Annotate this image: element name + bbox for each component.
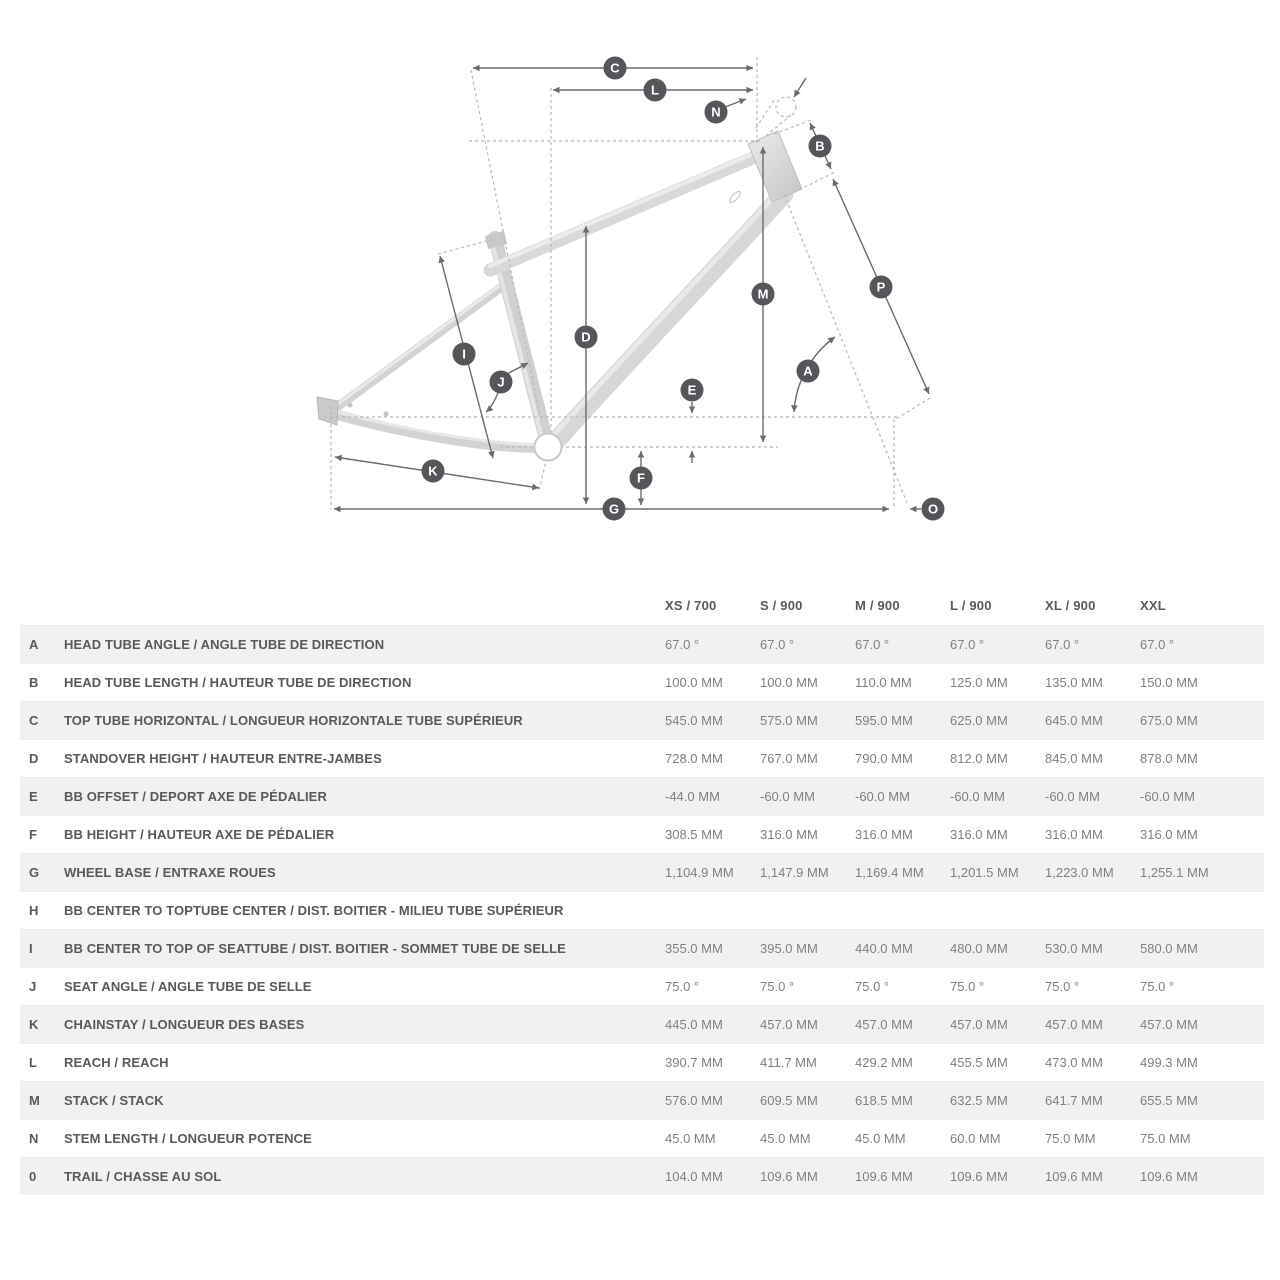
row-value: 45.0 MM: [760, 1131, 811, 1146]
row-value: 530.0 MM: [1045, 941, 1103, 956]
row-label: BB CENTER TO TOPTUBE CENTER / DIST. BOITIER - MILIEU TUBE SUPÉRIEUR: [64, 903, 564, 918]
row-value: 429.2 MM: [855, 1055, 913, 1070]
row-value: 109.6 MM: [950, 1169, 1008, 1184]
row-value: 576.0 MM: [665, 1093, 723, 1108]
row-value: -60.0 MM: [1140, 789, 1195, 804]
row-letter: L: [29, 1055, 37, 1070]
row-value: 618.5 MM: [855, 1093, 913, 1108]
row-label: STANDOVER HEIGHT / HAUTEUR ENTRE-JAMBES: [64, 751, 382, 766]
row-letter: F: [29, 827, 37, 842]
row-value: 125.0 MM: [950, 675, 1008, 690]
marker-B: [809, 135, 832, 158]
frame-fender-boss: [384, 412, 389, 417]
row-letter: B: [29, 675, 39, 690]
row-letter: M: [29, 1093, 40, 1108]
row-value: 135.0 MM: [1045, 675, 1103, 690]
marker-O: [922, 498, 945, 521]
row-value: 75.0 MM: [1140, 1131, 1191, 1146]
row-value: 316.0 MM: [1045, 827, 1103, 842]
marker-letter: P: [876, 279, 886, 295]
marker-letter: F: [637, 470, 645, 486]
row-value: 1,104.9 MM: [665, 865, 734, 880]
row-value: 67.0 °: [1045, 637, 1080, 652]
geometry-rows: [20, 625, 1264, 1195]
row-letter: K: [29, 1017, 39, 1032]
frame-rack-boss: [348, 403, 353, 408]
marker-letter: K: [428, 463, 438, 479]
table-row-0: [20, 1157, 1264, 1195]
row-value: 645.0 MM: [1045, 713, 1103, 728]
row-value: 67.0 °: [665, 637, 700, 652]
row-value: 411.7 MM: [760, 1055, 817, 1070]
row-label: WHEEL BASE / ENTRAXE ROUES: [64, 865, 276, 880]
marker-F: [630, 467, 653, 490]
marker-letter: O: [927, 501, 939, 517]
row-value: 480.0 MM: [950, 941, 1008, 956]
row-value: 1,255.1 MM: [1140, 865, 1209, 880]
row-value: 67.0 °: [760, 637, 795, 652]
row-value: 445.0 MM: [665, 1017, 723, 1032]
marker-G: [603, 498, 626, 521]
marker-letter: M: [757, 286, 769, 302]
marker-I: [453, 343, 476, 366]
row-value: 75.0 °: [1140, 979, 1175, 994]
row-value: 878.0 MM: [1140, 751, 1198, 766]
row-value: 100.0 MM: [760, 675, 818, 690]
table-row-N: [20, 1119, 1264, 1157]
row-letter: A: [29, 637, 39, 652]
marker-N: [705, 101, 728, 124]
row-value: 316.0 MM: [1140, 827, 1198, 842]
row-value: -60.0 MM: [855, 789, 910, 804]
table-row-B: [20, 663, 1264, 701]
row-letter: H: [29, 903, 39, 918]
frame-head-tube: [748, 131, 802, 202]
row-value: 75.0 °: [1045, 979, 1080, 994]
row-value: 632.5 MM: [950, 1093, 1008, 1108]
row-value: 455.5 MM: [950, 1055, 1008, 1070]
row-value: 499.3 MM: [1140, 1055, 1198, 1070]
row-value: 457.0 MM: [1045, 1017, 1103, 1032]
size-header-5: XXL: [1140, 598, 1166, 613]
row-value: 641.7 MM: [1045, 1093, 1103, 1108]
row-value: 767.0 MM: [760, 751, 818, 766]
marker-letter: D: [581, 329, 591, 345]
row-letter: 0: [29, 1169, 37, 1184]
fork-length-tick: [896, 398, 930, 419]
seat-axis-extension: [471, 70, 540, 417]
row-value: -60.0 MM: [950, 789, 1005, 804]
row-value: 67.0 °: [1140, 637, 1175, 652]
marker-letter: I: [462, 346, 466, 362]
row-value: 595.0 MM: [855, 713, 913, 728]
size-header-1: S / 900: [760, 598, 803, 613]
table-row-E: [20, 777, 1264, 815]
size-header-0: XS / 700: [665, 598, 717, 613]
head-tube-top-tick: [774, 120, 811, 134]
row-value: 580.0 MM: [1140, 941, 1198, 956]
table-row-I: [20, 929, 1264, 967]
row-value: 545.0 MM: [665, 713, 723, 728]
row-value: 575.0 MM: [760, 713, 818, 728]
frame-cable-port: [728, 190, 742, 204]
row-value: 728.0 MM: [665, 751, 723, 766]
row-value: 812.0 MM: [950, 751, 1008, 766]
table-row-C: [20, 701, 1264, 739]
size-header-row: [20, 586, 1264, 625]
row-value: 355.0 MM: [665, 941, 723, 956]
table-row-A: [20, 625, 1264, 663]
row-label: SEAT ANGLE / ANGLE TUBE DE SELLE: [64, 979, 312, 994]
row-value: 457.0 MM: [950, 1017, 1008, 1032]
row-value: 75.0 °: [855, 979, 890, 994]
row-value: 150.0 MM: [1140, 675, 1198, 690]
row-letter: N: [29, 1131, 39, 1146]
construction-lines: [324, 57, 930, 509]
marker-letter: C: [610, 60, 620, 76]
row-value: 675.0 MM: [1140, 713, 1198, 728]
row-value: 75.0 °: [950, 979, 985, 994]
row-letter: G: [29, 865, 40, 880]
row-value: 109.6 MM: [1140, 1169, 1198, 1184]
frame-bottom-bracket: [535, 434, 562, 461]
marker-L: [644, 79, 667, 102]
marker-K: [422, 460, 445, 483]
row-value: 75.0 °: [665, 979, 700, 994]
marker-letter: E: [687, 382, 697, 398]
table-row-J: [20, 967, 1264, 1005]
row-value: 1,169.4 MM: [855, 865, 924, 880]
row-label: STEM LENGTH / LONGUEUR POTENCE: [64, 1131, 312, 1146]
table-row-L: [20, 1043, 1264, 1081]
row-value: 625.0 MM: [950, 713, 1008, 728]
row-value: 308.5 MM: [665, 827, 723, 842]
row-label: TOP TUBE HORIZONTAL / LONGUEUR HORIZONTALE TUBE SUPÉRIEUR: [64, 713, 523, 728]
row-label: TRAIL / CHASSE AU SOL: [64, 1169, 222, 1184]
row-value: 45.0 MM: [855, 1131, 906, 1146]
row-value: -60.0 MM: [760, 789, 815, 804]
table-row-M: [20, 1081, 1264, 1119]
row-letter: J: [29, 979, 37, 994]
row-value: 104.0 MM: [665, 1169, 723, 1184]
row-value: 75.0 MM: [1045, 1131, 1096, 1146]
frame-seat-stay: [336, 286, 503, 408]
row-value: 1,201.5 MM: [950, 865, 1019, 880]
row-value: 395.0 MM: [760, 941, 818, 956]
frame-seat-stay-highlight: [338, 283, 503, 404]
row-value: 67.0 °: [855, 637, 890, 652]
row-value: 316.0 MM: [760, 827, 818, 842]
dimension-lines: [334, 68, 929, 509]
marker-letter: A: [803, 363, 813, 379]
row-value: 100.0 MM: [665, 675, 723, 690]
row-value: 390.7 MM: [665, 1055, 723, 1070]
row-value: 45.0 MM: [665, 1131, 716, 1146]
stem-outline-upper: [756, 99, 775, 128]
row-value: 655.5 MM: [1140, 1093, 1198, 1108]
size-header-3: L / 900: [950, 598, 992, 613]
row-value: 109.6 MM: [760, 1169, 818, 1184]
row-value: 440.0 MM: [855, 941, 913, 956]
seattube-top-tick: [438, 239, 494, 254]
size-header-4: XL / 900: [1045, 598, 1096, 613]
marker-M: [752, 283, 775, 306]
table-row-K: [20, 1005, 1264, 1043]
frame-rear-dropout: [317, 397, 338, 425]
frame-tubes: [317, 131, 802, 448]
table-row-D: [20, 739, 1264, 777]
row-label: BB HEIGHT / HAUTEUR AXE DE PÉDALIER: [64, 827, 335, 842]
handlebar-circle: [776, 97, 796, 117]
row-value: 609.5 MM: [760, 1093, 818, 1108]
row-value: 1,223.0 MM: [1045, 865, 1114, 880]
row-label: STACK / STACK: [64, 1093, 164, 1108]
marker-letter: B: [815, 138, 825, 154]
row-label: HEAD TUBE ANGLE / ANGLE TUBE DE DIRECTION: [64, 637, 385, 652]
row-letter: C: [29, 713, 39, 728]
row-letter: I: [29, 941, 33, 956]
row-value: 316.0 MM: [950, 827, 1008, 842]
row-value: 316.0 MM: [855, 827, 913, 842]
row-value: 109.6 MM: [1045, 1169, 1103, 1184]
row-label: HEAD TUBE LENGTH / HAUTEUR TUBE DE DIRECTION: [64, 675, 412, 690]
marker-C: [604, 57, 627, 80]
row-value: 457.0 MM: [855, 1017, 913, 1032]
marker-D: [575, 326, 598, 349]
row-value: 110.0 MM: [855, 675, 912, 690]
row-value: 1,147.9 MM: [760, 865, 829, 880]
marker-A: [797, 360, 820, 383]
row-value: 67.0 °: [950, 637, 985, 652]
marker-P: [870, 276, 893, 299]
marker-letter: G: [608, 501, 620, 517]
row-value: 457.0 MM: [760, 1017, 818, 1032]
marker-letter: N: [711, 104, 721, 120]
table-row-G: [20, 853, 1264, 891]
marker-E: [681, 379, 704, 402]
bike-geometry-diagram: [0, 0, 1280, 560]
table-row-H: [20, 891, 1264, 929]
head-tube-bottom-tick: [799, 172, 835, 190]
steering-axis: [784, 194, 907, 503]
dim-stem-pointer: [794, 78, 806, 97]
marker-letter: J: [497, 374, 505, 390]
size-header-2: M / 900: [855, 598, 900, 613]
dim-N-stem-arrow: [725, 99, 746, 107]
row-label: BB OFFSET / DEPORT AXE DE PÉDALIER: [64, 789, 327, 804]
marker-J: [490, 371, 513, 394]
table-row-F: [20, 815, 1264, 853]
row-value: -44.0 MM: [665, 789, 720, 804]
row-value: 75.0 °: [760, 979, 795, 994]
row-value: 457.0 MM: [1140, 1017, 1198, 1032]
row-label: CHAINSTAY / LONGUEUR DES BASES: [64, 1017, 305, 1032]
row-value: 845.0 MM: [1045, 751, 1103, 766]
dim-J-arc: [486, 393, 498, 412]
row-value: 109.6 MM: [855, 1169, 913, 1184]
row-value: -60.0 MM: [1045, 789, 1100, 804]
row-label: REACH / REACH: [64, 1055, 169, 1070]
row-label: BB CENTER TO TOP OF SEATTUBE / DIST. BOITIER - SOMMET TUBE DE SELLE: [64, 941, 566, 956]
row-value: 60.0 MM: [950, 1131, 1001, 1146]
geometry-table: [20, 586, 1264, 1195]
row-letter: E: [29, 789, 38, 804]
row-value: 473.0 MM: [1045, 1055, 1103, 1070]
row-letter: D: [29, 751, 39, 766]
marker-letter: L: [651, 82, 659, 98]
row-value: 790.0 MM: [855, 751, 913, 766]
